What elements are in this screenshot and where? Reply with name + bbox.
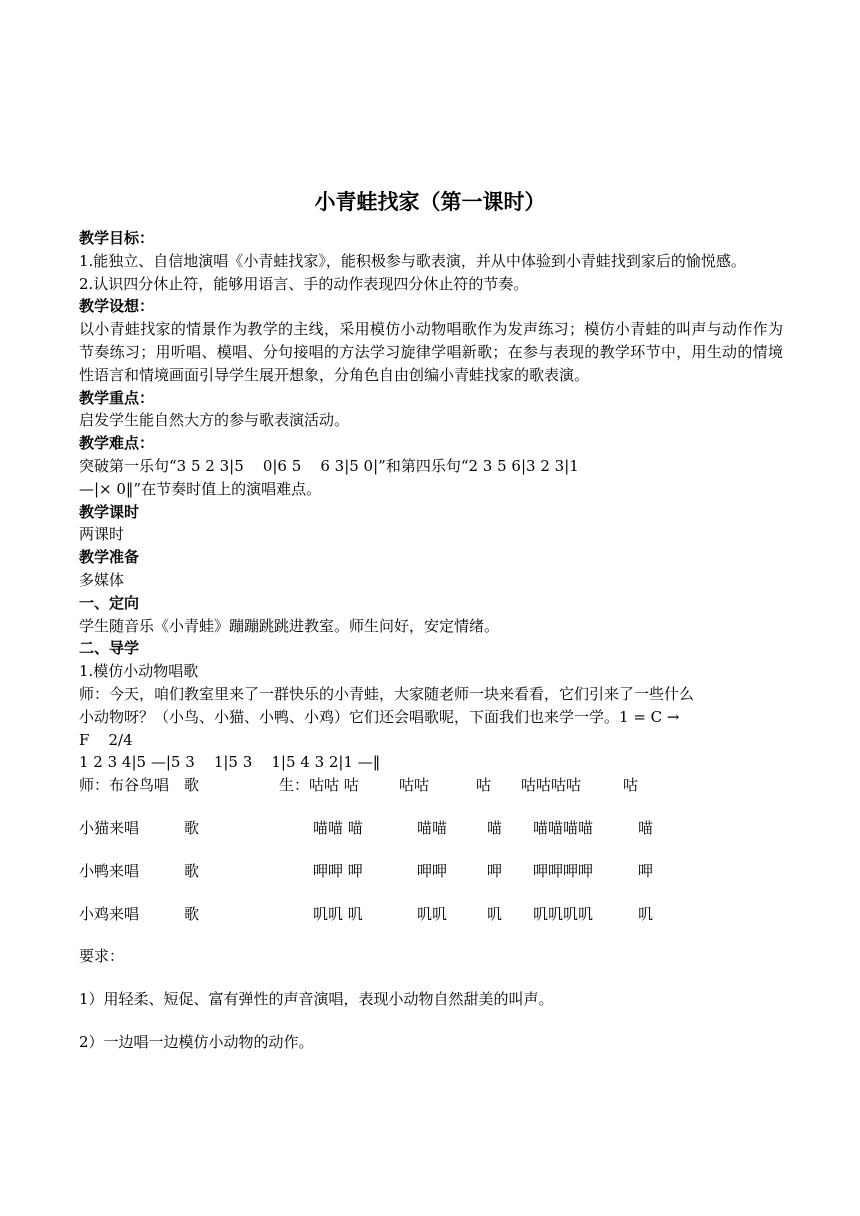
table-cell: 喵喵 喵 <box>313 818 363 837</box>
table-cell: 师：布谷鸟唱 <box>79 776 170 795</box>
table-cell: 小鸭来唱 <box>79 861 140 880</box>
table-cell: 叽 <box>638 904 654 923</box>
table-cell: 生：咕咕 咕 <box>279 776 359 795</box>
table-cell: 叽叽叽叽 <box>533 904 594 923</box>
requirements-heading: 要求： <box>79 947 125 966</box>
table-cell: 呷呷 呷 <box>313 861 363 880</box>
table-cell: 小猫来唱 <box>79 818 140 837</box>
orientation-text: 学生随音乐《小青蛙》蹦蹦跳跳进教室。师生问好，安定情绪。 <box>79 616 500 635</box>
guided-line-1: 师：今天，咱们教室里来了一群快乐的小青蛙，大家随老师一块来看看，它们引来了一些什么 <box>79 684 695 703</box>
table-cell: 呷呷呷呷 <box>533 861 594 880</box>
table-cell: 歌 <box>184 861 200 880</box>
table-cell: 小鸡来唱 <box>79 904 140 923</box>
heading-key-points: 教学重点： <box>79 388 155 407</box>
table-cell: 喵喵 <box>417 818 448 837</box>
notation-line: 1 2 3 4|5 —|5 3 1|5 3 1|5 4 3 2|1 —‖ <box>79 753 381 772</box>
table-cell: 喵 <box>638 818 654 837</box>
table-cell: 叽叽 <box>417 904 448 923</box>
key-points-text: 启发学生能自然大方的参与歌表演活动。 <box>79 411 350 430</box>
table-cell: 呷呷 <box>417 861 448 880</box>
guided-line-3: F 2/4 <box>79 730 133 749</box>
table-cell: 呷 <box>638 861 654 880</box>
table-cell: 喵喵喵喵 <box>533 818 594 837</box>
table-cell: 歌 <box>184 904 200 923</box>
heading-orientation: 一、定向 <box>79 593 140 612</box>
heading-class-hours: 教学课时 <box>79 502 140 521</box>
requirement-1: 1）用轻柔、短促、富有弹性的声音演唱，表现小动物自然甜美的叫声。 <box>79 990 554 1009</box>
difficulties-line-1: 突破第一乐句“3 5 2 3|5 0|6 5 6 3|5 0|”和第四乐句“2 3 5 6|3 2 3|1 <box>79 456 579 475</box>
animal-song-row-duck <box>79 860 783 883</box>
teaching-idea-text: 以小青蛙找家的情景作为教学的主线，采用模仿小动物唱歌作为发声练习；模仿小青蛙的叫声与动作作为节奏练习；用听唱、模唱、分句接唱的方法学习旋律学唱新歌；在参与表现的教学环节中，用生动的情境性语言和情境画面引导学生展开想象，分角色自由创编小青蛙找家的歌表演。 <box>79 320 783 384</box>
page-title: 小青蛙找家（第一课时） <box>314 190 546 214</box>
goal-2: 2.认识四分休止符，能够用语言、手的动作表现四分休止符的节奏。 <box>79 274 529 293</box>
table-cell: 喵 <box>487 818 503 837</box>
heading-teaching-goals: 教学目标： <box>79 229 155 247</box>
goal-1: 1.能独立、自信地演唱《小青蛙找家》，能积极参与歌表演，并从中体验到小青蛙找到家后的愉悦感。 <box>79 251 746 270</box>
guided-line-2: 小动物呀？（小鸟、小猫、小鸭、小鸡）它们还会唱歌呢，下面我们也来学一学。1 = C → <box>79 707 680 726</box>
preparation-text: 多媒体 <box>79 570 125 589</box>
animal-song-row-cat <box>79 817 783 840</box>
table-cell: 叽 <box>487 904 503 923</box>
table-cell: 呷 <box>487 861 503 880</box>
table-cell: 咕咕 <box>399 776 430 795</box>
table-cell: 歌 <box>184 776 200 795</box>
heading-difficulties: 教学难点： <box>79 434 155 453</box>
heading-teaching-idea: 教学设想： <box>79 297 155 316</box>
table-cell: 咕咕咕咕 <box>521 776 582 795</box>
class-hours-text: 两课时 <box>79 525 125 544</box>
table-cell: 咕 <box>476 776 492 795</box>
animal-song-row-cuckoo <box>79 774 783 797</box>
animal-song-row-chick <box>79 903 783 926</box>
guided-subheading: 1.模仿小动物唱歌 <box>79 662 199 681</box>
requirement-2: 2）一边唱一边模仿小动物的动作。 <box>79 1032 314 1051</box>
table-cell: 叽叽 叽 <box>313 904 363 923</box>
document-body <box>79 227 783 1054</box>
heading-preparation: 教学准备 <box>79 548 140 567</box>
difficulties-line-2: —|× 0‖”在节奏时值上的演唱难点。 <box>79 479 322 498</box>
heading-guided-learning: 二、导学 <box>79 639 140 658</box>
table-cell: 歌 <box>184 818 200 837</box>
table-cell: 咕 <box>623 776 639 795</box>
